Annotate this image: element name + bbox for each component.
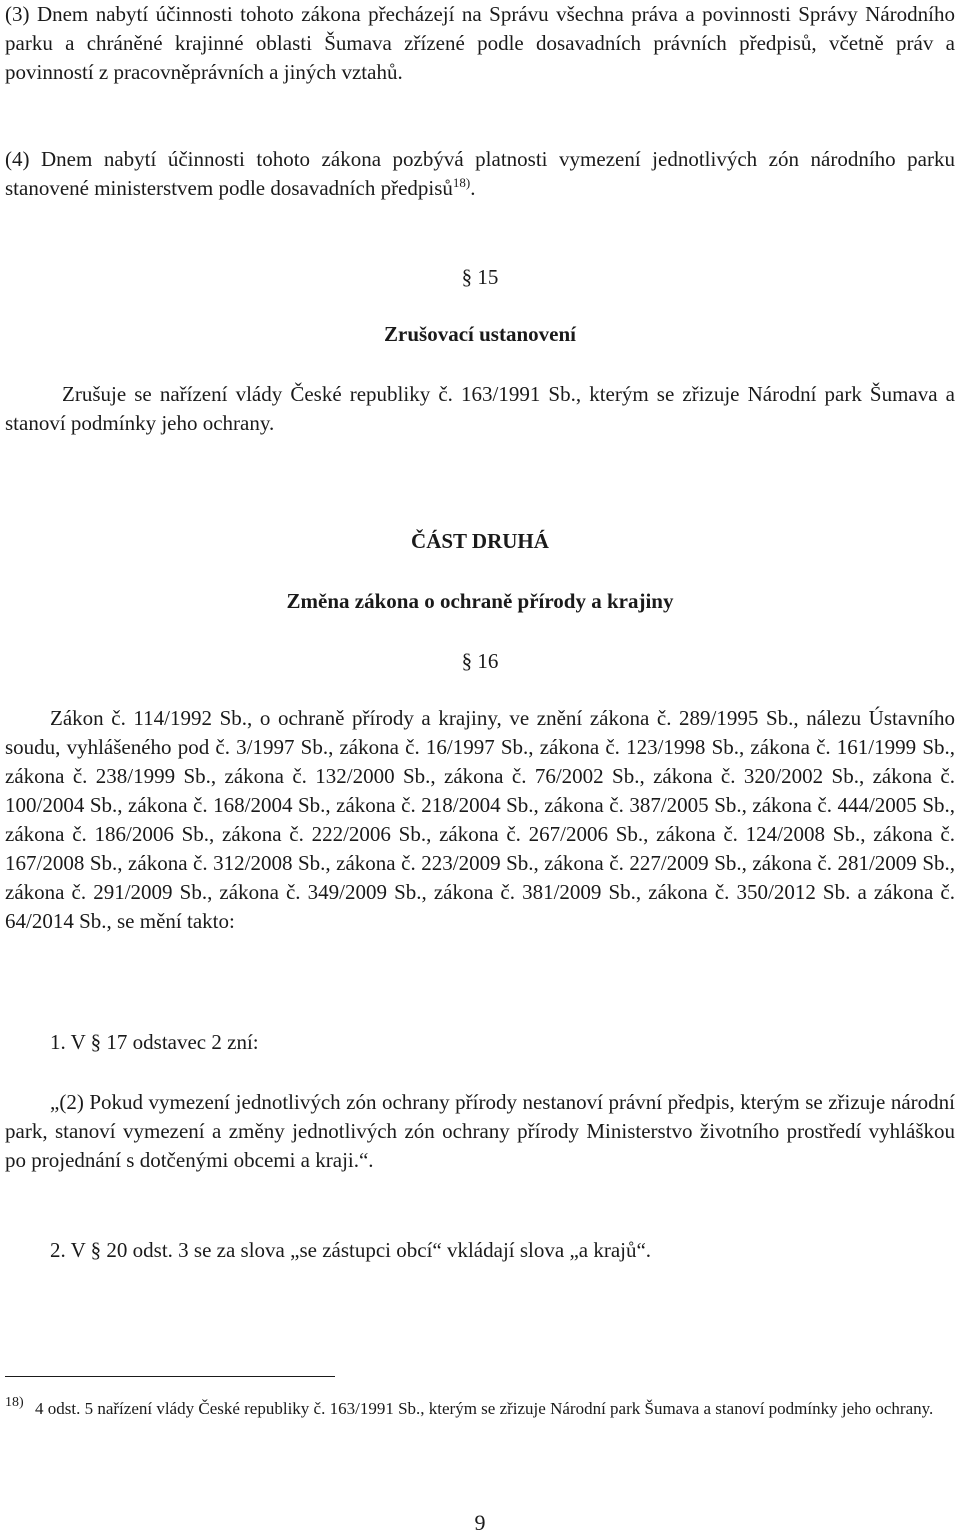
amendment-item-1-quote: „(2) Pokud vymezení jednotlivých zón ochrany přírody nestanoví právní předpis, kterým se zřizuje národní park, stanoví vymezení a změny jednotlivých zón ochrany přírody Ministerstvo životního prostředí vyhláškou po projednání s dotčenými obcemi a kraji.“. <box>5 1090 955 1172</box>
footnote-reference[interactable]: 18) <box>452 175 471 190</box>
section-15-title: Zrušovací ustanovení <box>384 322 576 346</box>
page-number: 9 <box>474 1510 486 1535</box>
section-16-text: Zákon č. 114/1992 Sb., o ochraně přírody a krajiny, ve znění zákona č. 289/1995 Sb., nálezu Ústavního soudu, vyhlášeného pod č. 3/1997 Sb., zákona č. 16/1997 Sb., zákona č. 123/1998 Sb., zákona č. 161/1999 Sb., zákona č. 238/1999 Sb., zákona č. 132/2000 Sb., zákona č. 76/2002 Sb., zákona č. 320/2002 Sb., zákona č. 100/2004 Sb., zákona č. 168/2004 Sb., zákona č. 218/2004 Sb., zákona č. 387/2005 Sb., zákona č. 444/2005 Sb., zákona č. 186/2006 Sb., zákona č. 222/2006 Sb., zákona č. 267/2006 Sb., zákona č. 124/2008 Sb., zákona č. 167/2008 Sb., zákona č. 312/2008 Sb., zákona č. 223/2009 Sb., zákona č. 227/2009 Sb., zákona č. 281/2009 Sb., zákona č. 291/2009 Sb., zákona č. 349/2009 Sb., zákona č. 381/2009 Sb., zákona č. 350/2012 Sb. a zákona č. 64/2014 Sb., se mění takto: <box>5 706 955 933</box>
paragraph-4-end: . <box>470 176 476 200</box>
section-16-number: § 16 <box>461 649 499 673</box>
part-two-title: Změna zákona o ochraně přírody a krajiny <box>286 589 674 613</box>
paragraph-3: (3) Dnem nabytí účinnosti tohoto zákona přecházejí na Správu všechna práva a povinnosti Správy Národního parku a chráněné krajinné oblasti Šumava zřízené podle dosavadních právních předpisů, včetně práv a povinností z pracovněprávních a jiných vztahů. <box>5 2 955 84</box>
footnote-text: 4 odst. 5 nařízení vlády České republiky č. 163/1991 Sb., kterým se zřizuje Národní park Šumava a stanoví podmínky jeho ochrany. <box>35 1399 934 1418</box>
amendment-item-2: 2. V § 20 odst. 3 se za slova „se zástupci obcí“ vkládají slova „a krajů“. <box>50 1238 652 1262</box>
section-15-number: § 15 <box>461 265 499 289</box>
paragraph-4-text: (4) Dnem nabytí účinnosti tohoto zákona pozbývá platnosti vymezení jednotlivých zón národního parku stanovené ministerstvem podle dosavadních předpisů <box>5 147 955 200</box>
footnote-divider <box>5 1376 335 1377</box>
section-15-text: Zrušuje se nařízení vlády České republiky č. 163/1991 Sb., kterým se zřizuje Národní park Šumava a stanoví podmínky jeho ochrany. <box>5 382 955 435</box>
footnote-mark: 18) <box>5 1395 24 1410</box>
amendment-item-1: 1. V § 17 odstavec 2 zní: <box>50 1030 259 1054</box>
part-two-label: ČÁST DRUHÁ <box>411 529 549 553</box>
paragraph-4 <box>5 145 955 203</box>
footnote <box>5 1396 955 1421</box>
